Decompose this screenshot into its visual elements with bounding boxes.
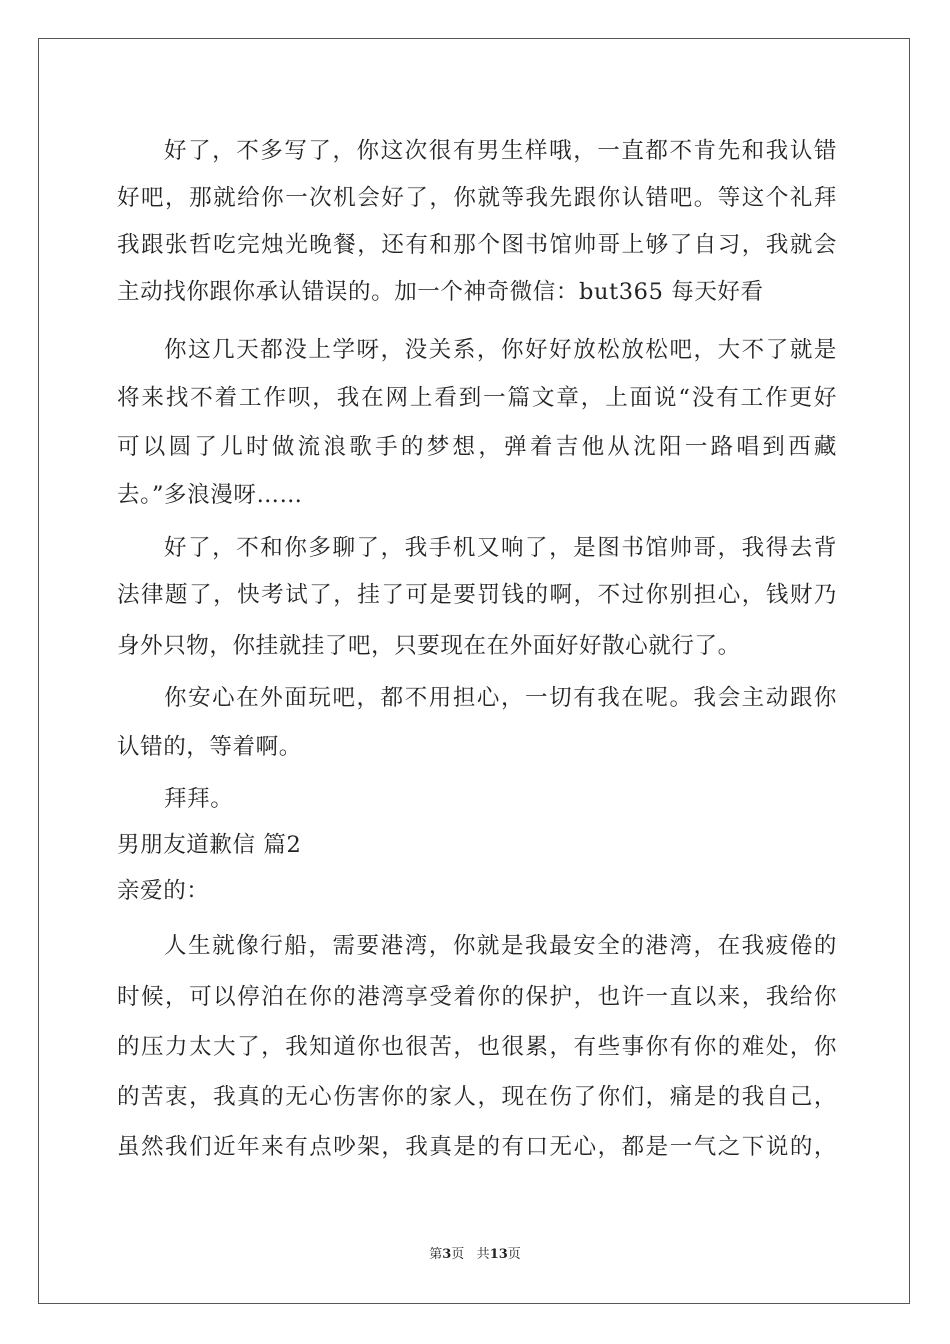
paragraph-1-line-3: 我跟张哲吃完烛光晚餐，还有和那个图书馆帅哥上够了自习，我就会	[117, 232, 837, 258]
footer-total-prefix: 共	[476, 1247, 490, 1262]
paragraph-1-line-2: 好吧，那就给你一次机会好了，你就等我先跟你认错吧。等这个礼拜	[117, 185, 837, 211]
letter-line-3: 的压力太大了，我知道你也很苦，也很累，有些事你有你的难处，你	[117, 1034, 837, 1060]
paragraph-2-line-4: 去。”多浪漫呀……	[117, 482, 303, 508]
letter-line-5: 虽然我们近年来有点吵架，我真是的有口无心，都是一气之下说的，	[117, 1134, 837, 1160]
paragraph-4-line-1: 你安心在外面玩吧，都不用担心，一切有我在呢。我会主动跟你	[164, 685, 837, 711]
paragraph-2-line-3: 可以圆了儿时做流浪歌手的梦想，弹着吉他从沈阳一路唱到西藏	[117, 434, 837, 460]
paragraph-2-line-1: 你这几天都没上学呀，没关系，你好好放松放松吧，大不了就是	[164, 337, 837, 363]
section-heading: 男朋友道歉信 篇2	[117, 832, 302, 858]
paragraph-2-line-2: 将来找不着工作呗，我在网上看到一篇文章，上面说“没有工作更好	[117, 385, 837, 411]
footer-page-number: 3	[442, 1247, 452, 1262]
footer-page-prefix: 第	[429, 1247, 443, 1262]
paragraph-3-line-2: 法律题了，快考试了，挂了可是要罚钱的啊，不过你别担心，钱财乃	[117, 582, 837, 608]
letter-line-4: 的苦衷，我真的无心伤害你的家人，现在伤了你们，痛是的我自己，	[117, 1084, 837, 1110]
letter-line-1: 人生就像行船，需要港湾，你就是我最安全的港湾，在我疲倦的	[164, 933, 837, 959]
closing-line: 拜拜。	[164, 786, 234, 812]
letter-line-2: 时候，可以停泊在你的港湾享受着你的保护，也许一直以来，我给你	[117, 984, 837, 1010]
footer-page-suffix: 页	[451, 1247, 465, 1262]
footer-total-suffix: 页	[507, 1247, 521, 1262]
paragraph-4-line-2: 认错的，等着啊。	[117, 734, 302, 760]
page-footer	[0, 1246, 950, 1264]
paragraph-3-line-1: 好了，不和你多聊了，我手机又响了，是图书馆帅哥，我得去背	[164, 535, 837, 561]
paragraph-1-line-4: 主动找你跟你承认错误的。加一个神奇微信：but365 每天好看	[117, 279, 764, 305]
footer-total-pages: 13	[489, 1247, 508, 1262]
paragraph-1-line-1: 好了，不多写了，你这次很有男生样哦，一直都不肯先和我认错	[164, 138, 837, 164]
paragraph-3-line-3: 身外只物，你挂就挂了吧，只要现在在外面好好散心就行了。	[117, 633, 741, 659]
page-border	[38, 38, 910, 1304]
salutation: 亲爱的：	[117, 878, 210, 904]
